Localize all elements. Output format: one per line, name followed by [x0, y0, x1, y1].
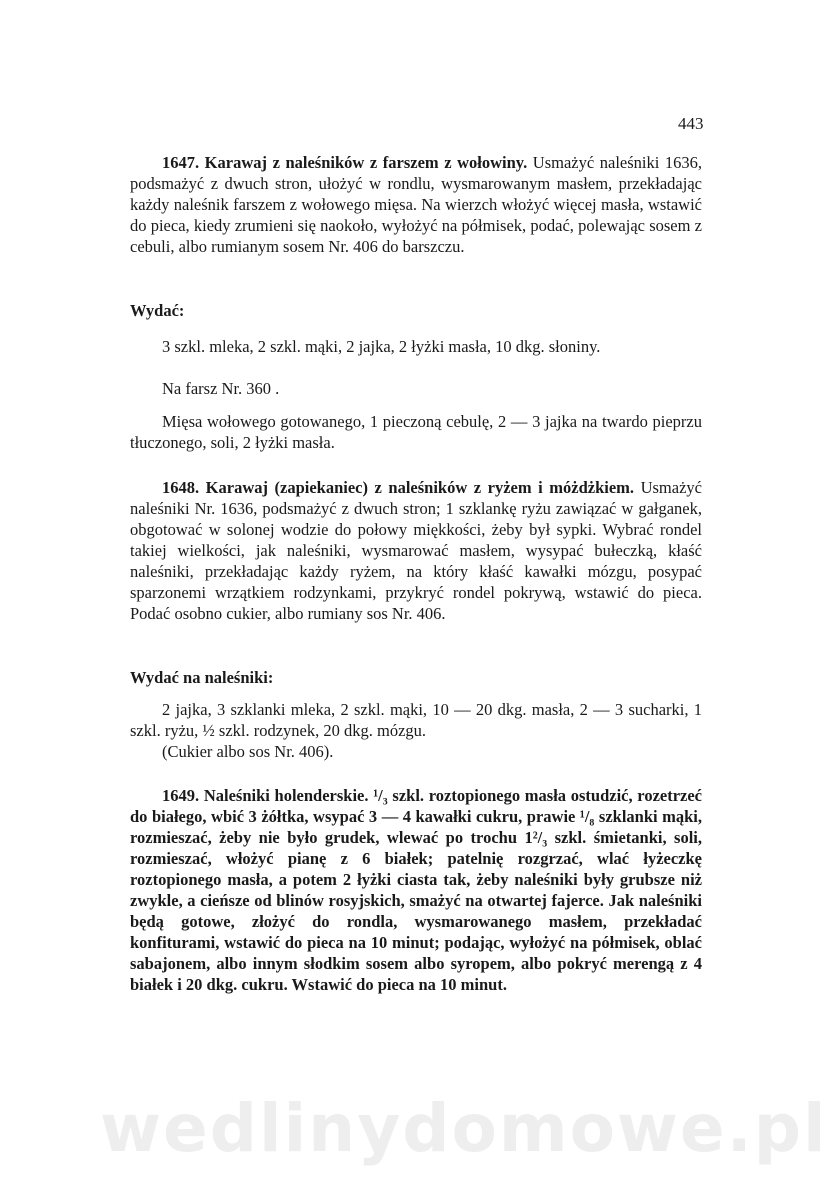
- recipe-body: Usmażyć naleśniki Nr. 1636, podsmażyć z dwuch stron; 1 szklankę ryżu zawiązać w gałganek, obgotować w solonej wodzie do połowy miękkości, żeby był sypki. Wybrać rondel takiej wielkości, jak naleśniki, wysmarować masłem, wysypać bułeczką, kłaść naleśniki, przekładając każdy ryżem, na który kłaść kawałki mózgu, posypać sparzonemi wrzątkiem rodzynkami, przykryć rondel pokrywą, wstawić do pieca. Podać osobno cukier, albo rumiany sos Nr. 406.: [130, 478, 702, 623]
- recipe-1647: [130, 152, 702, 257]
- section-heading: Wydać na naleśniki:: [130, 668, 274, 687]
- ingredient-line: Na farsz Nr. 360 .: [162, 379, 280, 398]
- ingredient-line: 3 szkl. mleka, 2 szkl. mąki, 2 jajka, 2 łyżki masła, 10 dkg. słoniny.: [162, 337, 601, 356]
- recipe-title: 1649. Naleśniki holenderskie.: [162, 786, 369, 805]
- recipe-1649: [130, 785, 702, 995]
- section-heading: Wydać:: [130, 301, 185, 320]
- recipe-1648: [130, 477, 702, 624]
- ingredient-line: 2 jajka, 3 szklanki mleka, 2 szkl. mąki, 10 — 20 dkg. masła, 2 — 3 sucharki, 1 szkl. ryżu, ½ szkl. rodzynek, 20 dkg. mózgu.: [130, 700, 702, 740]
- ingredient-line: (Cukier albo sos Nr. 406).: [162, 742, 334, 761]
- recipe-body: ¹/₃ szkl. roztopionego masła ostudzić, rozetrzeć do białego, wbić 3 żółtka, wsypać 3 — 4 kawałki cukru, prawie ¹/₈ szklanki mąki, rozmieszać, żeby nie było grudek, wlewać po trochu 1²/₃ szkl. śmietanki, soli, rozmieszać, włożyć pianę z 6 białek; patelnię rozgrzać, wlać łyżeczkę roztopionego masła, a potem 2 łyżki ciasta tak, żeby naleśniki były grubsze niż zwykle, a cieńsze od blinów rosyjskich, smażyć na otwartej fajerce. Jak naleśniki będą gotowe, złożyć do rondla, wysmarowanego masłem, przekładać konfiturami, wstawić do pieca na 10 minut; podając, wyłożyć na półmisek, oblać sabajonem, albo innym słodkim sosem albo syropem, albo pokryć merengą z 4 białek i 20 dkg. cukru. Wstawić do pieca na 10 minut.: [130, 786, 703, 994]
- recipe-title: 1648. Karawaj (zapiekaniec) z naleśników z ryżem i móżdżkiem.: [162, 478, 635, 497]
- recipe-body: Usmażyć naleśniki 1636, podsmażyć z dwuch stron, ułożyć w rondlu, wysmarowanym masłem, przekładając każdy naleśnik farszem z wołowego mięsa. Na wierzch włożyć więcej masła, wstawić do pieca, kiedy zrumieni się naokoło, wyłożyć na półmisek, podać, polewając sosem z cebuli, albo rumianym sosem Nr. 406 do barszczu.: [130, 153, 703, 256]
- ingredient-line: Mięsa wołowego gotowanego, 1 pieczoną cebulę, 2 — 3 jajka na twardo pieprzu tłuczonego, soli, 2 łyżki masła.: [130, 412, 702, 452]
- recipe-title: 1647. Karawaj z naleśników z farszem z wołowiny.: [162, 153, 528, 172]
- page-number: 443: [678, 114, 704, 133]
- watermark: wedlinydomowe.pl: [100, 1090, 828, 1167]
